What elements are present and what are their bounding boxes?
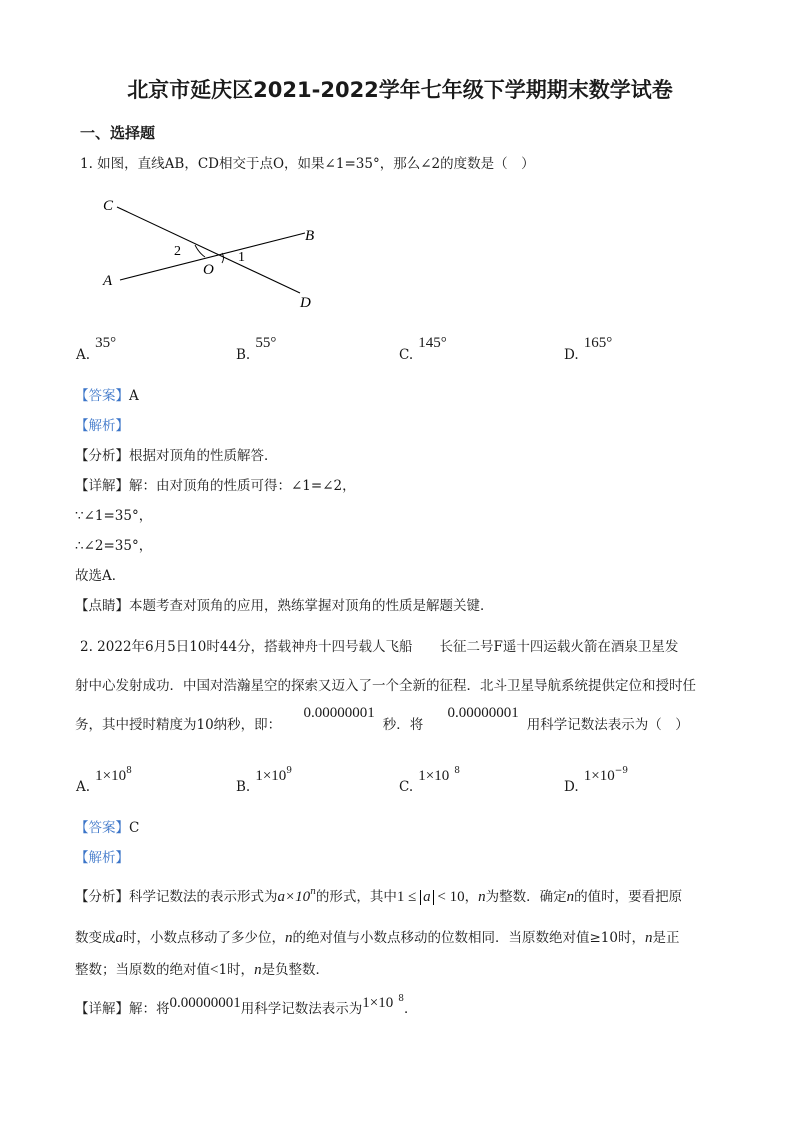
detail-text: 解：将: [129, 1001, 170, 1017]
option-exponent: 8: [126, 766, 132, 776]
q1-analysis-label: 【解析】: [75, 418, 129, 434]
fenxi-text: 是正: [652, 930, 680, 946]
number-value: 0.00000001: [169, 995, 241, 1011]
q1-option-d: [564, 332, 613, 363]
comment-text: 本题考查对顶角的应用，熟练掌握对顶角的性质是解题关键．: [129, 598, 494, 614]
option-letter: A.: [76, 347, 91, 363]
number-value: 0.00000001: [303, 705, 375, 721]
label-D: D: [300, 295, 311, 311]
fenxi-text: 科学记数法的表示形式为: [129, 889, 278, 905]
variable-a: a: [115, 930, 123, 946]
result-base: 1×10: [362, 995, 394, 1011]
fenxi-text: 整数；当原数的绝对值: [75, 962, 210, 978]
option-letter: A.: [76, 779, 91, 795]
fenxi-text: 的值时，要看把原: [574, 889, 683, 905]
option-exponent: 9: [286, 766, 293, 776]
label-O: O: [203, 262, 214, 278]
fenxi-text: 的形式，其中: [315, 889, 397, 905]
option-base: 1×10: [583, 768, 615, 784]
q1-stem: 1. 如图，直线AB，CD相交于点O，如果∠1=35°，那么∠2的度数是（ ）: [80, 156, 535, 172]
q2-analysis-label: 【解析】: [75, 850, 129, 866]
q1-comment: [75, 594, 494, 614]
formula-exponent: n: [310, 887, 316, 897]
q1-fenxi: [75, 444, 278, 464]
q2-line-1: 2. 2022年6月5日10时44分，搭载神舟十四号载人飞船 长征二号F遥十四运载火箭在酒泉卫星发: [80, 639, 679, 655]
answer-label: 【答案】: [75, 388, 129, 404]
variable-n: n: [285, 930, 293, 946]
fenxi-text: 为整数．确定: [485, 889, 567, 905]
detail-end: ．: [403, 1001, 418, 1017]
q2-line-3: [75, 705, 689, 734]
option-exponent: 8: [454, 766, 460, 776]
fenxi-text: 1时，: [218, 962, 255, 978]
absolute-value: a: [420, 890, 434, 905]
q2-line-3-text-a: 务，其中授时精度为10纳秒，即：: [75, 717, 282, 733]
q2-fenxi-line-1: [75, 885, 682, 906]
option-base: 1×10: [418, 768, 450, 784]
label-B: B: [305, 228, 315, 244]
variable-n: n: [478, 889, 486, 905]
variable-n: n: [254, 962, 262, 978]
formula-base: a×10: [277, 889, 311, 905]
label-angle-1: 1: [238, 250, 245, 265]
q2-option-d: [564, 765, 628, 795]
q2-detail: [75, 994, 418, 1018]
option-letter: D.: [564, 779, 579, 795]
page-title: 北京市延庆区2021-2022学年七年级下学期期末数学试卷: [127, 78, 673, 102]
detail-label: 【详解】: [75, 1001, 129, 1017]
fenxi-text: 根据对顶角的性质解答．: [129, 448, 278, 464]
option-base: 1×10: [255, 768, 287, 784]
detail-text: 用科学记数法表示为: [240, 1001, 363, 1017]
answer-value: C: [129, 820, 140, 836]
number-value: 0.00000001: [447, 705, 519, 721]
variable-n: n: [645, 930, 653, 946]
q1-step-2: ∴∠2=35°，: [75, 538, 153, 554]
label-A: A: [103, 273, 113, 289]
q2-option-a: [76, 765, 132, 795]
label-angle-2: 2: [174, 244, 181, 259]
option-letter: C.: [399, 779, 414, 795]
range-left: 1 ≤: [396, 889, 421, 905]
fenxi-text: 时，小数点移动了多少位，: [123, 930, 285, 946]
option-letter: B.: [236, 347, 251, 363]
formula-range: [397, 889, 465, 905]
q1-option-a: [76, 332, 117, 363]
section-heading: 一、选择题: [80, 124, 156, 142]
q1-step-3: 故选A．: [75, 568, 126, 584]
fenxi-text: 数变成: [75, 930, 116, 946]
q1-option-c: [399, 332, 447, 363]
option-value: 145°: [418, 335, 447, 351]
option-value: 35°: [95, 335, 117, 351]
result-exponent: 8: [398, 994, 404, 1004]
variable-n: n: [566, 889, 575, 905]
q1-detail: [75, 474, 356, 494]
fenxi-text: 的绝对值与小数点移动的位数相同．当原数绝对值≥10时，: [292, 930, 645, 946]
q2-fenxi-line-3: [75, 958, 329, 979]
range-right: < 10: [433, 889, 465, 905]
q1-answer: [75, 384, 139, 404]
q1-option-b: [236, 332, 277, 363]
fenxi-text: 是负整数．: [261, 962, 330, 978]
label-C: C: [103, 198, 114, 214]
fenxi-text: ，: [464, 889, 479, 905]
fenxi-label: 【分析】: [75, 889, 129, 905]
option-value: 165°: [583, 335, 613, 351]
fenxi-label: 【分析】: [75, 448, 129, 464]
comment-label: 【点睛】: [75, 598, 129, 614]
q2-answer: [75, 816, 139, 836]
less-than-sign: <: [210, 962, 219, 978]
q2-line-3-text-b: 秒．将: [382, 717, 424, 733]
q2-fenxi-line-2: [75, 926, 680, 947]
answer-value: A: [129, 388, 139, 404]
q2-line-3-text-c: 用科学记数法表示为（ ）: [526, 717, 689, 733]
option-letter: B.: [236, 779, 251, 795]
option-exponent: −9: [614, 766, 628, 776]
detail-label: 【详解】: [75, 478, 129, 494]
detail-text: 解：由对顶角的性质可得：∠1=∠2，: [129, 478, 356, 494]
q1-step-1: ∵∠1=35°，: [75, 508, 153, 524]
option-base: 1×10: [95, 768, 127, 784]
option-letter: D.: [564, 347, 579, 363]
answer-label: 【答案】: [75, 820, 129, 836]
option-value: 55°: [255, 335, 277, 351]
q1-figure: [95, 190, 335, 315]
q2-option-b: [236, 765, 293, 795]
option-letter: C.: [399, 347, 414, 363]
q2-line-2: 射中心发射成功．中国对浩瀚星空的探索又迈入了一个全新的征程．北斗卫星导航系统提供定位和授时任: [75, 678, 696, 694]
q2-option-c: [399, 765, 460, 795]
